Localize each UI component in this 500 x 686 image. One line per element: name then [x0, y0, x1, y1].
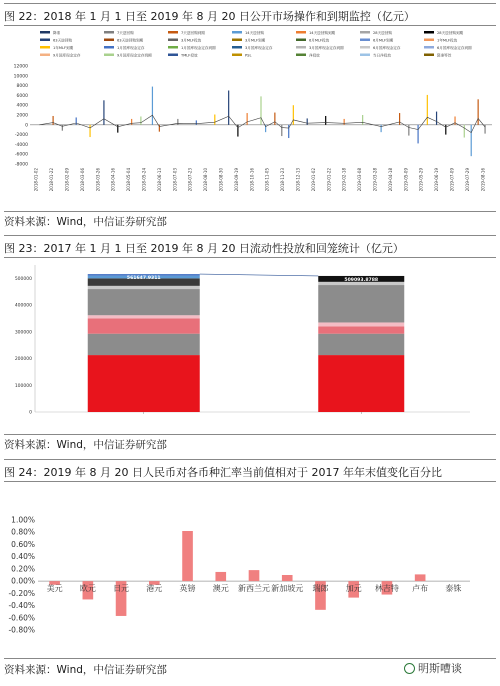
fig22-legend-swatch: [360, 46, 370, 49]
fig22-top-rule: [4, 3, 496, 4]
fig22-legend-swatch: [40, 39, 50, 42]
fig24-category-label: 卢布: [412, 584, 429, 594]
fig22-legend-label: 1月国库现金定存: [117, 46, 145, 50]
fig23-bar-segment: [88, 334, 200, 355]
fig24-category-label: 加元: [345, 584, 362, 594]
fig23-ytick-label: 200000: [14, 357, 32, 363]
fig22-ytick-label: -4000: [14, 142, 28, 148]
fig22-xtick-label: 2019-05-29: [418, 168, 424, 192]
fig24-bar: [215, 572, 226, 581]
fig22-xtick-label: 2018-01-22: [49, 168, 55, 192]
fig22-legend-swatch: [232, 31, 242, 34]
fig22-legend-swatch: [168, 54, 178, 57]
fig22-xtick-label: 2018-02-09: [64, 168, 70, 192]
fig22-legend-label: 1月国库现金定存到期: [181, 46, 216, 50]
fig22-legend-swatch: [104, 54, 114, 57]
fig22-legend-label: 9月国库现金定存到期: [117, 53, 152, 58]
fig22-xtick-label: 2018-09-19: [233, 168, 239, 192]
fig23-bar-segment: [318, 285, 404, 322]
fig22-xtick-label: 2019-03-28: [372, 168, 378, 192]
fig22-legend-swatch: [296, 39, 306, 42]
watermark-text: 明斯嘈谈: [418, 662, 462, 675]
fig24-category-label: 美元: [46, 584, 63, 594]
fig24-category-label: 澳元: [212, 584, 229, 594]
fig22-ytick-label: 10000: [13, 74, 28, 80]
fig22-legend-swatch: [296, 54, 306, 57]
fig22-legend-label: 3月MLF投放: [181, 38, 202, 43]
fig22-title: 图 22：2018 年 1 月 1 日至 2019 年 8 月 20 日公开市场操作和到期监控（亿元）: [4, 10, 415, 23]
fig22-legend-swatch: [40, 46, 50, 49]
fig24-category-label: 日元: [113, 584, 130, 594]
fig22-legend-swatch: [168, 31, 178, 34]
fig22-legend-label: 3月MLF到期: [245, 38, 266, 43]
fig22-ytick-label: -8000: [14, 162, 28, 168]
fig22-legend-swatch: [360, 31, 370, 34]
fig23-title: 图 23：2017 年 1 月 1 日至 2019 年 8 月 20 日流动性投放和回笼统计（亿元）: [4, 242, 404, 255]
fig22-xtick-label: 2018-10-16: [249, 167, 255, 192]
fig22-xtick-label: 2018-05-04: [126, 168, 132, 192]
fig24-ytick-label: 0.40%: [11, 552, 35, 562]
fig22-xtick-label: 2019-04-18: [387, 168, 393, 192]
fig23-ytick-label: 300000: [14, 330, 32, 336]
fig22-xtick-label: 2018-12-13: [295, 168, 301, 192]
fig22-legend-label: 63天逆回购: [53, 38, 72, 43]
fig22-xtick-label: 2019-01-22: [326, 168, 332, 192]
fig24-ytick-label: 1.00%: [11, 515, 35, 525]
fig24-category-label: 新西兰元: [238, 584, 270, 594]
fig22-legend-label: 1年MLF到期: [53, 46, 74, 50]
fig22-title-rule: [4, 25, 496, 26]
fig23-bar-segment: [88, 355, 200, 412]
fig22-legend-swatch: [424, 54, 434, 57]
fig23-bar-segment: [318, 355, 404, 412]
fig22-legend-swatch: [360, 39, 370, 42]
fig22-legend-label: 净投放: [309, 53, 320, 58]
fig22-xtick-label: 2019-06-19: [434, 168, 440, 192]
fig23-bar-total-label: 561647.9311: [126, 276, 161, 282]
fig23-bar-segment: [88, 318, 200, 333]
fig22-ytick-label: -6000: [14, 152, 28, 158]
fig22-xtick-label: 2019-02-18: [341, 168, 347, 192]
fig24-ytick-label: -0.40%: [8, 601, 35, 611]
fig23-connector-line: [200, 274, 319, 276]
fig22-legend-swatch: [104, 39, 114, 42]
fig24-category-label: 瑞郎: [312, 584, 329, 594]
fig22-legend-label: 6月国库现金定存: [373, 46, 401, 50]
fig22-xtick-label: 2018-03-26: [95, 168, 101, 192]
fig22-legend-swatch: [168, 39, 178, 42]
fig22-xtick-label: 2019-01-02: [310, 168, 316, 192]
fig22-legend-swatch: [296, 31, 306, 34]
fig22-legend-swatch: [232, 39, 242, 42]
fig22-legend-label: 7天逆回购到期: [181, 31, 205, 35]
fig22-legend-label: 当日净投放: [373, 53, 391, 58]
fig24-category-label: 港元: [146, 584, 163, 594]
fig23-chart: [0, 260, 500, 430]
fig22-xtick-label: 2018-06-13: [156, 168, 162, 192]
fig22-legend-label: 7天逆回购: [117, 31, 134, 35]
fig22-legend-swatch: [424, 46, 434, 49]
fig24-bar: [415, 574, 426, 581]
fig24-ytick-label: 0.20%: [11, 564, 35, 574]
fig23-ytick-label: 400000: [14, 303, 32, 309]
fig23-bar-segment: [318, 326, 404, 333]
fig22-xtick-label: 2018-01-02: [33, 168, 39, 192]
fig22-xtick-label: 2018-04-16: [110, 168, 116, 192]
fig22-legend-label: 14天逆回购: [245, 31, 264, 35]
fig24-category-label: 欧元: [79, 584, 96, 594]
fig24-category-label: 林吉特: [374, 584, 399, 594]
fig22-xtick-label: 2019-07-29: [464, 168, 470, 192]
fig23-bar-segment: [318, 334, 404, 355]
fig24-bottom-rule: [4, 658, 496, 659]
fig22-legend-label: 6月国库现金定存到期: [437, 46, 472, 50]
fig22-xtick-label: 2018-03-06: [79, 168, 85, 192]
fig24-title: 图 24：2019 年 8 月 20 日人民币对各币种汇率当前值相对于 2017 年年末值变化百分比: [4, 466, 442, 479]
fig22-xtick-label: 2019-03-08: [357, 168, 363, 192]
fig22-legend-swatch: [424, 39, 434, 42]
fig24-ytick-label: -0.20%: [8, 588, 35, 598]
fig23-source: 资料来源：Wind，中信证券研究部: [4, 439, 167, 451]
fig22-legend-label: TMLF投放: [181, 53, 198, 58]
fig22-chart: [0, 28, 500, 208]
fig24-chart: [0, 484, 500, 654]
fig22-legend-swatch: [168, 46, 178, 49]
fig22-legend-swatch: [104, 31, 114, 34]
fig22-xtick-label: 2018-08-30: [218, 168, 224, 192]
fig23-top-rule: [4, 235, 496, 236]
fig22-legend-label: 1年MLF投放: [437, 38, 458, 43]
fig23-bar-segment: [88, 315, 200, 318]
fig22-xtick-label: 2018-11-05: [264, 168, 270, 192]
fig22-ytick-label: 0: [25, 123, 28, 129]
fig23-ytick-label: 100000: [14, 383, 32, 389]
fig24-ytick-label: -0.80%: [8, 625, 35, 635]
fig22-xtick-label: 2018-05-24: [141, 168, 147, 192]
fig22-xtick-label: 2018-08-10: [203, 168, 209, 192]
fig24-bar: [282, 575, 293, 581]
fig22-legend-swatch: [104, 46, 114, 49]
fig24-ytick-label: 0.00%: [11, 576, 35, 586]
fig23-bottom-rule: [4, 434, 496, 435]
fig23-title-rule: [4, 257, 496, 258]
fig22-xtick-label: 2019-05-09: [403, 168, 409, 192]
fig22-xtick-label: 2018-11-23: [280, 168, 286, 192]
fig22-xtick-label: 2019-08-16: [480, 168, 486, 192]
watermark: [404, 660, 462, 676]
fig22-ytick-label: 8000: [16, 84, 28, 90]
fig24-category-label: 英镑: [179, 584, 196, 594]
fig24-top-rule: [4, 459, 496, 460]
fig23-ytick-label: 0: [29, 410, 32, 416]
fig24-source: 资料来源：Wind，中信证券研究部: [4, 664, 167, 676]
fig22-legend-label: 28天逆回购到期: [437, 31, 464, 35]
fig24-category-label: 新加坡元: [271, 584, 304, 594]
fig22-source: 资料来源：Wind，中信证券研究部: [4, 216, 167, 228]
fig24-bar: [249, 570, 260, 581]
fig22-legend-swatch: [40, 31, 50, 34]
fig24-ytick-label: 0.80%: [11, 527, 35, 537]
fig22-legend-label: 降准等效: [437, 53, 452, 58]
fig23-bar-segment: [88, 286, 200, 289]
fig22-legend-label: 28天逆回购: [373, 31, 392, 35]
fig22-ytick-label: 6000: [16, 93, 28, 99]
fig22-legend-swatch: [40, 54, 50, 57]
fig22-legend-swatch: [296, 46, 306, 49]
fig22-bottom-rule: [4, 211, 496, 212]
fig22-legend-label: 6月MLF到期: [373, 38, 394, 43]
fig22-ytick-label: 12000: [13, 64, 28, 70]
fig22-ytick-label: 4000: [16, 103, 28, 109]
fig23-bar-segment: [88, 289, 200, 315]
fig22-legend-label: 3月国库现金定存: [245, 46, 273, 50]
fig22-legend-swatch: [232, 54, 242, 57]
fig23-ytick-label: 500000: [14, 276, 32, 282]
fig22-legend-label: 9月国库现金定存: [53, 53, 81, 58]
fig22-legend-swatch: [360, 54, 370, 57]
fig22-legend-swatch: [232, 46, 242, 49]
fig24-ytick-label: 0.60%: [11, 539, 35, 549]
fig22-legend-label: 6月MLF投放: [309, 38, 330, 43]
fig23-bar-segment: [318, 322, 404, 326]
fig22-legend-label: 14天逆回购到期: [309, 31, 336, 35]
fig22-legend-label: PSL: [245, 53, 252, 58]
fig22-xtick-label: 2018-07-03: [172, 168, 178, 192]
fig24-title-rule: [4, 481, 496, 482]
fig22-ytick-label: 2000: [16, 113, 28, 119]
wechat-logo-icon: [404, 663, 415, 674]
fig24-category-label: 泰铢: [445, 584, 462, 594]
fig24-ytick-label: -0.60%: [8, 613, 35, 623]
fig22-legend-swatch: [424, 31, 434, 34]
fig23-bar-total-label: 509093.8788: [344, 277, 379, 283]
fig22-ytick-label: -2000: [14, 133, 28, 139]
fig24-bar: [182, 531, 193, 581]
fig22-xtick-label: 2019-07-09: [449, 168, 455, 192]
fig22-legend-label: 降准: [53, 31, 61, 35]
fig22-legend-label: 3月国库现金定存到期: [309, 46, 344, 50]
fig22-xtick-label: 2018-07-23: [187, 168, 193, 192]
fig22-legend-label: 63天逆回购到期: [117, 38, 144, 43]
